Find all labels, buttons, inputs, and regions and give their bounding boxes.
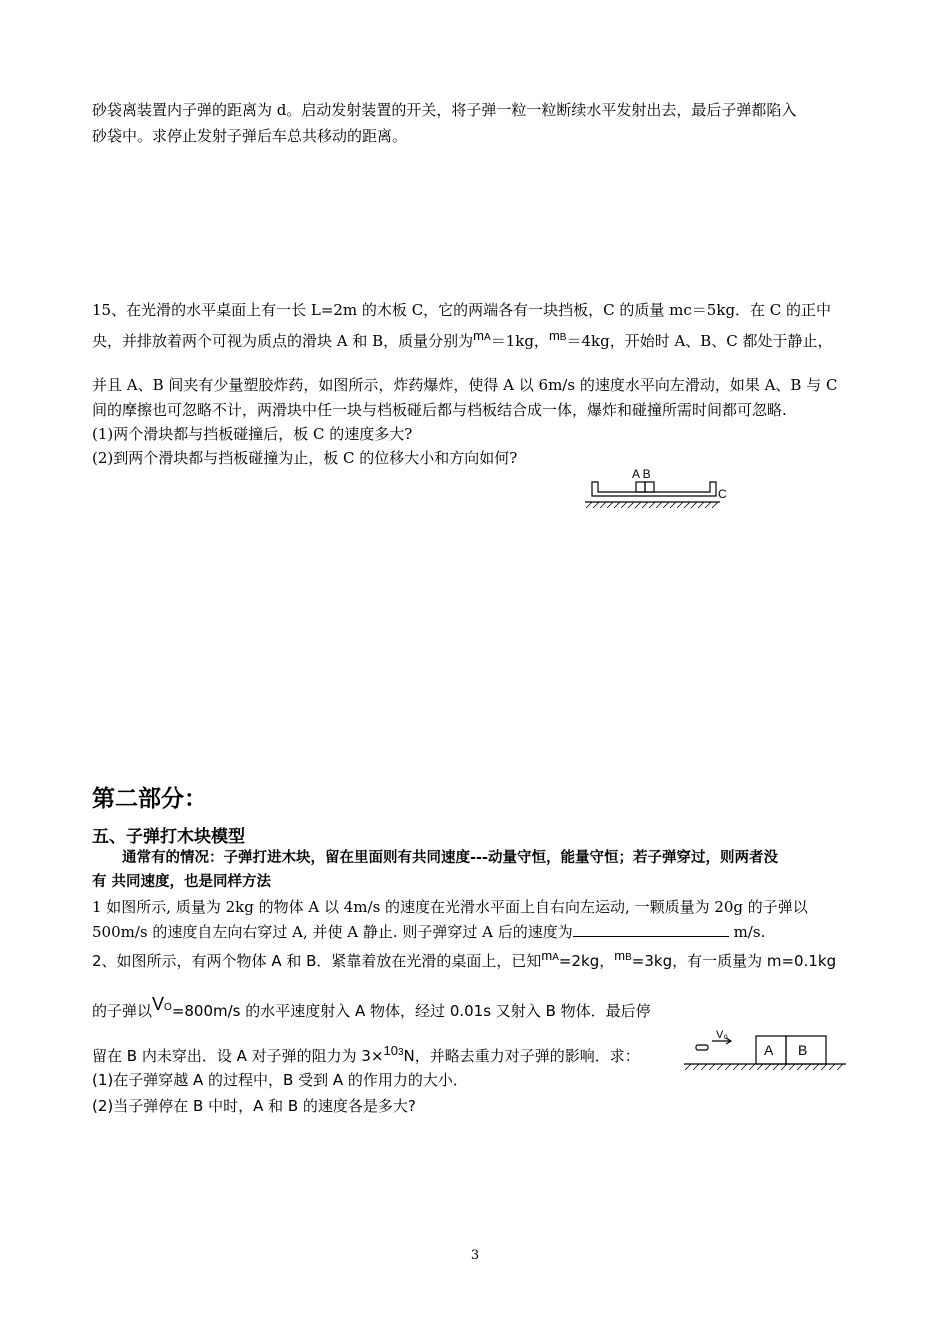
p2-line-1-text-b: =2kg， — [558, 952, 615, 970]
p2-figure — [680, 1030, 850, 1074]
ground-hatch — [685, 1064, 843, 1070]
q15-line-2-text-b: ＝1kg， — [490, 332, 549, 350]
q15-line-3: 并且 A、B 间夹有少量塑胶炸药，如图所示，炸药爆炸，使得 A 以 6m/s 的速度水平向左滑动，如果 A、B 与 C — [92, 376, 838, 394]
p2-line-3-text-a: 留在 B 内未穿出．设 A 对子弹的阻力为 3× — [92, 1047, 384, 1065]
q15-line-4: 间的摩擦也可忽略不计，两滑块中任一块与档板碰后都与档板结合成一体，爆炸和碰撞所需时间都可忽略. — [92, 401, 787, 419]
q15-line-1: 15、在光滑的水平桌面上有一长 L=2m 的木板 C，它的两端各有一块挡板，C 的质量 mc＝5kg．在 C 的正中 — [92, 301, 832, 319]
p2-mB-symbol: mB — [614, 948, 632, 963]
block-b — [645, 482, 654, 492]
q15-line-2-text-a: 央，并排放着两个可视为质点的滑块 A 和 B，质量分别为 — [92, 332, 474, 350]
p1-line-1: 1 如图所示, 质量为 2kg 的物体 A 以 4m/s 的速度在光滑水平面上自右向左运动, 一颗质量为 20g 的子弹以 — [92, 898, 808, 916]
p2-line-3 — [92, 1043, 640, 1069]
intro-line-2: 砂袋中。求停止发射子弹后车总共移动的距离。 — [92, 127, 408, 145]
p1-line-2 — [92, 922, 765, 942]
label-v0: V₀ — [716, 1029, 728, 1041]
q15-mA-symbol: mA — [473, 328, 491, 343]
q15-line-2-text-c: ＝4kg，开始时 A、B、C 都处于静止， — [566, 332, 833, 350]
p2-v0-symbol: VO — [152, 994, 172, 1014]
label-ab: A B — [632, 467, 651, 481]
answer-blank[interactable] — [573, 922, 729, 937]
q15-line-2 — [92, 328, 833, 354]
q15-mB-symbol: mB — [548, 328, 567, 343]
q15-sub-1: (1)两个滑块都与挡板碰撞后，板 C 的速度多大? — [92, 425, 413, 443]
note-line-2: 有 共同速度，也是同样方法 — [92, 874, 272, 890]
p2-line-1-text-c: =3kg，有一质量为 m=0.1kg — [631, 952, 837, 970]
p1-line-2-text: 500m/s 的速度自左向右穿过 A, 并使 A 静止. 则子弹穿过 A 后的速度为 — [92, 923, 573, 941]
p2-sub-1: (1)在子弹穿越 A 的过程中，B 受到 A 的作用力的大小． — [92, 1071, 468, 1089]
label-c: C — [718, 487, 727, 501]
p2-line-2 — [92, 994, 651, 1024]
q15-sub-2: (2)到两个滑块都与挡板碰撞为止，板 C 的位移大小和方向如何? — [92, 449, 518, 467]
p2-line-1-text-a: 2、如图所示，有两个物体 A 和 B．紧靠着放在光滑的桌面上，已知 — [92, 952, 542, 970]
bullet — [696, 1045, 708, 1050]
label-b: B — [798, 1042, 808, 1058]
block-a — [636, 482, 645, 492]
label-a: A — [764, 1042, 774, 1058]
p2-power: 103 — [383, 1043, 404, 1058]
p2-sub-2: (2)当子弹停在 B 中时，A 和 B 的速度各是多大? — [92, 1097, 416, 1115]
p2-line-3-text-b: N，并略去重力对子弹的影响．求： — [403, 1047, 640, 1065]
page-number: 3 — [470, 1248, 480, 1263]
part2-title: 第二部分： — [92, 786, 207, 812]
q15-figure — [580, 462, 730, 516]
p1-unit: m/s. — [728, 923, 766, 941]
p2-mA-symbol: mA — [541, 948, 559, 963]
p2-line-2-text-a: 的子弹以 — [92, 1002, 153, 1020]
intro-line-1: 砂袋离装置内子弹的距离为 d。启动发射装置的开关，将子弹一粒一粒断续水平发射出去，最后子弹都陷入 — [92, 101, 797, 119]
ground-hatch — [586, 502, 718, 508]
note-line-1: 通常有的情况：子弹打进木块，留在里面则有共同速度---动量守恒，能量守恒；若子弹穿过，则两者没 — [122, 850, 779, 866]
p2-line-2-text-b: =800m/s 的水平速度射入 A 物体，经过 0.01s 又射入 B 物体．最后停 — [171, 1002, 651, 1020]
p2-line-1 — [92, 948, 837, 974]
section-title: 五、子弹打木块模型 — [92, 827, 245, 847]
